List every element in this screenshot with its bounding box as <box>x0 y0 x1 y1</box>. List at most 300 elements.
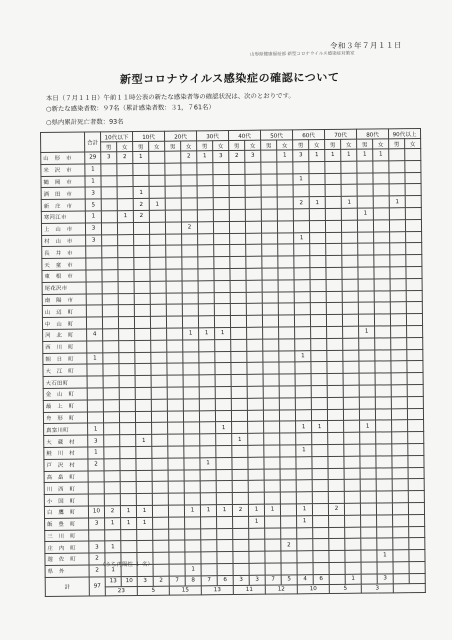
case-count <box>120 458 136 470</box>
case-count <box>168 493 184 505</box>
case-count <box>182 304 198 316</box>
case-count <box>390 302 406 314</box>
case-count <box>245 197 261 209</box>
case-count <box>150 234 166 246</box>
case-count <box>327 373 343 385</box>
case-count <box>325 185 341 197</box>
municipality-name: 真室川町 <box>44 423 88 435</box>
municipality-name: 東 根 市 <box>42 270 86 282</box>
case-count <box>104 470 120 482</box>
case-count <box>361 526 377 538</box>
case-count <box>183 387 199 399</box>
case-count <box>167 387 183 399</box>
case-count <box>407 384 423 396</box>
case-count: 1 <box>117 211 133 223</box>
case-count <box>199 375 215 387</box>
municipality-name: 川 西 町 <box>44 482 88 494</box>
row-total: 3 <box>88 435 104 447</box>
case-count <box>215 339 231 351</box>
case-count <box>297 551 313 563</box>
case-count <box>375 373 391 385</box>
case-count <box>166 245 182 257</box>
case-count <box>296 433 312 445</box>
case-count <box>278 268 294 280</box>
case-count <box>280 457 296 469</box>
case-count: 1 <box>293 173 309 185</box>
case-count <box>233 540 249 552</box>
case-count <box>183 410 199 422</box>
case-count <box>358 279 374 291</box>
case-count <box>327 397 343 409</box>
case-count <box>151 375 167 387</box>
case-count <box>390 243 406 255</box>
case-count <box>103 364 119 376</box>
row-total <box>87 341 103 353</box>
case-count <box>165 151 181 163</box>
case-count <box>374 314 390 326</box>
case-count <box>136 482 152 494</box>
row-total: 2 <box>89 553 105 565</box>
case-count <box>201 564 217 576</box>
case-count <box>326 291 342 303</box>
case-count <box>166 257 182 269</box>
case-count <box>325 220 341 232</box>
case-count <box>119 328 135 340</box>
case-count: 1 <box>105 517 121 529</box>
case-count: 1 <box>277 150 293 162</box>
case-count <box>198 316 214 328</box>
case-count <box>216 493 232 505</box>
case-count <box>312 456 328 468</box>
case-count <box>201 516 217 528</box>
case-count <box>199 410 215 422</box>
case-count <box>169 552 185 564</box>
case-count: 1 <box>121 517 137 529</box>
case-count <box>392 420 408 432</box>
case-count <box>200 493 216 505</box>
case-count <box>152 434 168 446</box>
case-count <box>391 385 407 397</box>
case-count <box>262 292 278 304</box>
case-count <box>391 396 407 408</box>
header-sex: 女 <box>309 140 325 150</box>
case-count <box>328 432 344 444</box>
row-total <box>88 482 104 494</box>
case-count <box>137 529 153 541</box>
case-count <box>328 491 344 503</box>
case-count <box>119 411 135 423</box>
case-count: 1 <box>325 149 341 161</box>
grand-total: 97 <box>89 577 105 596</box>
municipality-name: 山 形 市 <box>41 152 85 164</box>
case-count <box>311 385 327 397</box>
case-count <box>313 539 329 551</box>
case-count <box>103 399 119 411</box>
case-count <box>230 292 246 304</box>
case-count <box>278 315 294 327</box>
case-count <box>246 315 262 327</box>
municipality-name: 南 陽 市 <box>42 294 86 306</box>
case-count <box>374 255 390 267</box>
case-count <box>150 316 166 328</box>
case-count <box>325 161 341 173</box>
case-count: 1 <box>197 151 213 163</box>
case-count <box>342 303 358 315</box>
case-count <box>230 316 246 328</box>
row-total: 2 <box>89 565 105 577</box>
case-count <box>408 455 424 467</box>
case-count <box>248 422 264 434</box>
case-count <box>214 280 230 292</box>
case-count <box>168 434 184 446</box>
case-count <box>341 185 357 197</box>
case-count <box>375 408 391 420</box>
case-count <box>406 290 422 302</box>
case-count <box>358 267 374 279</box>
case-count <box>375 326 391 338</box>
row-total: 5 <box>85 199 101 211</box>
total-by-age: 5 <box>329 584 361 593</box>
case-count <box>198 280 214 292</box>
case-count <box>152 505 168 517</box>
case-count <box>102 317 118 329</box>
case-count <box>263 351 279 363</box>
row-total <box>86 317 102 329</box>
case-count <box>248 433 264 445</box>
case-count <box>118 269 134 281</box>
header-age-group: 10代以下 <box>101 132 133 142</box>
case-count <box>232 492 248 504</box>
case-count <box>280 492 296 504</box>
header-sex: 女 <box>373 139 389 149</box>
case-count <box>377 515 393 527</box>
case-count <box>185 517 201 529</box>
total-by-age: 5 <box>137 586 169 595</box>
case-count: 2 <box>181 151 197 163</box>
case-count <box>133 175 149 187</box>
case-count <box>361 515 377 527</box>
case-count <box>393 562 409 574</box>
case-count <box>117 163 133 175</box>
case-count <box>135 411 151 423</box>
case-count <box>408 432 424 444</box>
header-age-group: 20代 <box>164 131 196 141</box>
case-count <box>312 433 328 445</box>
case-count <box>344 491 360 503</box>
case-count <box>169 564 185 576</box>
case-count <box>217 516 233 528</box>
case-count <box>311 338 327 350</box>
case-count <box>277 162 293 174</box>
total-by-age: 10 <box>297 584 329 593</box>
case-count <box>149 187 165 199</box>
header-sex: 女 <box>405 139 421 149</box>
case-count <box>406 302 422 314</box>
header-sex: 女 <box>149 141 165 151</box>
case-count <box>103 329 119 341</box>
case-count: 2 <box>117 152 133 164</box>
case-count: 1 <box>357 149 373 161</box>
case-count <box>326 303 342 315</box>
case-count: 2 <box>281 539 297 551</box>
case-count <box>391 337 407 349</box>
case-count <box>134 317 150 329</box>
case-count <box>231 351 247 363</box>
case-count <box>295 327 311 339</box>
municipality-name: 金 山 町 <box>43 388 87 400</box>
case-count <box>230 304 246 316</box>
case-count <box>198 304 214 316</box>
case-count <box>249 539 265 551</box>
case-count: 1 <box>105 541 121 553</box>
case-count <box>265 551 281 563</box>
case-count <box>103 352 119 364</box>
case-count <box>262 315 278 327</box>
case-count <box>358 255 374 267</box>
case-count <box>393 526 409 538</box>
case-count <box>392 444 408 456</box>
case-count: 2 <box>104 506 120 518</box>
case-count <box>247 374 263 386</box>
case-count <box>358 232 374 244</box>
case-count <box>119 364 135 376</box>
header-sex: 女 <box>117 142 133 152</box>
case-count <box>358 302 374 314</box>
case-count <box>182 292 198 304</box>
case-count <box>149 163 165 175</box>
case-count <box>327 350 343 362</box>
municipality-name: 米 沢 市 <box>41 164 85 176</box>
row-total: 3 <box>86 234 102 246</box>
header-age-group: 50代 <box>260 130 292 140</box>
header-sex: 女 <box>245 140 261 150</box>
header-age-group: 40代 <box>228 130 260 140</box>
case-count <box>344 444 360 456</box>
header-age-group: 80代 <box>356 129 388 139</box>
case-count <box>152 470 168 482</box>
row-total: 29 <box>85 152 101 164</box>
total-by-sex: 3 <box>137 576 153 586</box>
case-count <box>328 444 344 456</box>
case-count <box>167 411 183 423</box>
case-count <box>409 550 425 562</box>
case-count <box>200 469 216 481</box>
case-count <box>119 340 135 352</box>
case-count <box>309 161 325 173</box>
case-count <box>214 292 230 304</box>
case-count <box>293 209 309 221</box>
row-total <box>86 246 102 258</box>
case-count <box>296 492 312 504</box>
header-sex: 女 <box>181 141 197 151</box>
total-by-sex: 1 <box>345 574 361 584</box>
case-count <box>295 386 311 398</box>
case-count <box>232 481 248 493</box>
case-count <box>120 482 136 494</box>
case-count <box>405 184 421 196</box>
case-count: 1 <box>185 564 201 576</box>
case-count <box>326 267 342 279</box>
case-count <box>405 172 421 184</box>
case-count <box>405 196 421 208</box>
case-count <box>102 305 118 317</box>
case-count: 3 <box>101 152 117 164</box>
case-count: 1 <box>360 420 376 432</box>
case-count <box>118 258 134 270</box>
case-count <box>197 174 213 186</box>
case-count <box>198 245 214 257</box>
case-count <box>133 222 149 234</box>
case-count <box>341 161 357 173</box>
case-count <box>183 340 199 352</box>
municipality-name: 朝 日 町 <box>43 353 87 365</box>
case-count <box>134 234 150 246</box>
case-count <box>184 446 200 458</box>
case-count <box>391 349 407 361</box>
case-count <box>151 387 167 399</box>
case-count <box>198 269 214 281</box>
case-count <box>215 363 231 375</box>
case-count <box>101 163 117 175</box>
case-count <box>374 267 390 279</box>
case-count <box>342 279 358 291</box>
case-count <box>376 467 392 479</box>
case-count <box>184 434 200 446</box>
header-municipality <box>41 132 85 152</box>
case-count <box>390 278 406 290</box>
total-by-sex <box>329 574 345 584</box>
case-count <box>279 398 295 410</box>
case-count <box>167 399 183 411</box>
municipality-name: 舟 形 町 <box>43 412 87 424</box>
case-count: 1 <box>136 505 152 517</box>
case-count <box>280 504 296 516</box>
case-count <box>230 280 246 292</box>
row-total: 1 <box>85 211 101 223</box>
case-count: 1 <box>216 422 232 434</box>
case-count: 2 <box>293 197 309 209</box>
case-count <box>153 552 169 564</box>
case-count <box>342 314 358 326</box>
case-count <box>405 149 421 161</box>
case-count <box>169 517 185 529</box>
case-count <box>214 233 230 245</box>
case-count <box>376 444 392 456</box>
case-count <box>408 443 424 455</box>
case-count <box>152 458 168 470</box>
case-count <box>200 481 216 493</box>
case-count <box>121 529 137 541</box>
municipality-name: 白 鷹 町 <box>44 506 88 518</box>
case-count <box>328 468 344 480</box>
municipality-name: 村 山 市 <box>42 235 86 247</box>
case-count <box>360 503 376 515</box>
total-by-age <box>393 583 425 592</box>
case-count <box>151 352 167 364</box>
case-count <box>213 198 229 210</box>
case-count <box>407 349 423 361</box>
case-count: 1 <box>120 505 136 517</box>
case-count <box>279 362 295 374</box>
case-count <box>197 210 213 222</box>
case-count <box>326 232 342 244</box>
case-count <box>277 197 293 209</box>
case-count <box>407 361 423 373</box>
case-count <box>246 304 262 316</box>
case-count <box>182 233 198 245</box>
case-count <box>313 515 329 527</box>
case-count <box>360 432 376 444</box>
case-count <box>281 516 297 528</box>
case-count <box>117 187 133 199</box>
case-count <box>231 410 247 422</box>
case-count <box>310 232 326 244</box>
municipality-name: 寒河江市 <box>41 211 85 223</box>
case-count <box>247 398 263 410</box>
case-count <box>104 423 120 435</box>
case-count <box>278 291 294 303</box>
case-count <box>295 397 311 409</box>
case-count <box>325 208 341 220</box>
case-count <box>409 526 425 538</box>
case-count <box>104 482 120 494</box>
case-count: 1 <box>296 504 312 516</box>
case-count <box>329 550 345 562</box>
case-count <box>249 563 265 575</box>
case-count <box>118 293 134 305</box>
case-count <box>217 528 233 540</box>
case-count <box>294 303 310 315</box>
header-age-group: 70代 <box>324 129 356 139</box>
total-by-age: 3 <box>361 584 393 593</box>
case-count: 1 <box>105 565 121 577</box>
case-count <box>374 243 390 255</box>
case-count <box>199 339 215 351</box>
case-count <box>184 481 200 493</box>
case-count: 1 <box>295 350 311 362</box>
case-count <box>232 422 248 434</box>
case-count <box>279 409 295 421</box>
case-count: 1 <box>341 149 357 161</box>
case-count <box>376 456 392 468</box>
case-count <box>102 258 118 270</box>
case-count <box>169 529 185 541</box>
case-count <box>294 256 310 268</box>
case-count <box>232 445 248 457</box>
case-count <box>229 221 245 233</box>
case-count <box>297 527 313 539</box>
case-count <box>392 467 408 479</box>
case-count: 1 <box>373 149 389 161</box>
case-count <box>373 161 389 173</box>
case-count <box>310 291 326 303</box>
case-count <box>165 210 181 222</box>
case-count <box>329 539 345 551</box>
case-count <box>217 552 233 564</box>
case-count <box>265 563 281 575</box>
case-count <box>135 340 151 352</box>
case-count <box>405 219 421 231</box>
case-count <box>136 458 152 470</box>
case-count <box>310 279 326 291</box>
case-count <box>246 280 262 292</box>
case-count <box>278 280 294 292</box>
case-count: 1 <box>216 504 232 516</box>
case-count <box>390 290 406 302</box>
case-count <box>103 411 119 423</box>
intro-line-3: ○県内累計死亡者数：93名 <box>45 117 124 127</box>
case-count: 1 <box>149 198 165 210</box>
